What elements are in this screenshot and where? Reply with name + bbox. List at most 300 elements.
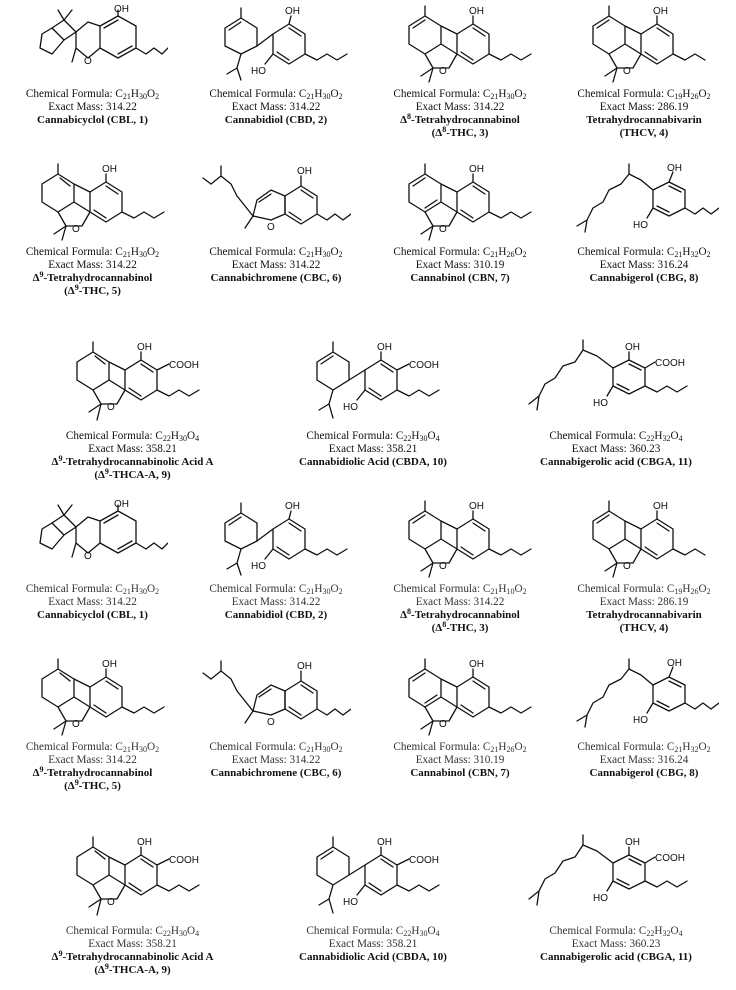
bond [473,28,485,36]
compound-abbrev: ($\Delta^9-THCA-A$, 9) [94,962,171,976]
formula: Chemical Formula: $C_{19}H_{26}O_2$ [577,88,711,101]
bond [229,517,241,525]
oh-label: OH [653,6,668,17]
isopropenyl [319,390,333,410]
compound-thcv [552,499,736,635]
cooh-label: COOH [655,358,685,369]
bond [109,362,125,370]
methyl [585,715,587,727]
pentyl-chain [122,212,164,218]
bond [461,547,473,555]
prenyl-chain [211,671,253,711]
oh-label: OH [285,501,300,512]
compound-cbda [258,338,488,469]
propyl-chain [673,549,705,555]
bond [60,673,70,681]
ring-chromene [253,685,285,715]
ring-aromatic [100,16,136,58]
bond [397,364,409,370]
ho-label: HO [593,398,608,409]
pentyl-chain [685,208,719,214]
ring-terpene [225,513,257,549]
formula: Chemical Formula: $C_{22}H_{32}O_4$ [549,925,683,938]
structure-thca-a [43,833,223,925]
bond [413,515,425,523]
pentyl-chain [397,390,439,396]
ring-pyran [76,22,100,58]
structure-cbda [283,833,463,925]
formula: Chemical Formula: $C_{21}H_{30}O_2$ [25,741,160,754]
ring-terpene [77,352,109,390]
ring-pyran [93,875,125,899]
formula: Chemical Formula: $C_{21}H_{30}O_2$ [209,741,343,754]
exact-mass: Exact Mass: 316.24 [599,259,689,271]
bond [277,52,289,60]
o-label: O [267,717,275,728]
ho-label: HO [343,402,358,413]
compound-abbrev: (THCV, 4) [619,127,669,139]
ring-chromene [253,190,285,220]
formula: Chemical Formula: $C_{21}H_{26}O_2$ [393,246,527,259]
pentyl-chain [489,212,531,218]
bond [381,364,393,372]
structure-d8-thc [385,499,535,583]
o-label: O [439,719,447,730]
bond [237,563,241,575]
o-label: O [106,402,115,413]
ring-terpene [317,352,349,390]
exact-mass: Exact Mass: 358.21 [328,443,418,455]
ring-aromatic-a [409,669,441,707]
bond [645,52,657,60]
o-label: O [439,224,447,235]
ring-aromatic [273,519,305,559]
compound-cbga [496,338,736,469]
compound-cbda [258,833,488,964]
bond [357,885,365,895]
o-label: O [83,56,92,67]
bond [106,681,118,689]
formula: Chemical Formula: $C_{22}H_{30}O_4$ [65,925,200,938]
exact-mass: Exact Mass: 314.22 [231,754,321,766]
methyl [64,505,72,515]
oh-label: OH [136,342,152,353]
compound-name: Cannabidiolic Acid (CBDA, 10) [299,456,447,468]
compound-abbrev: (THCV, 4) [619,622,669,634]
compound-cbl [0,4,185,127]
exact-mass: Exact Mass: 314.22 [231,596,321,608]
ring-aromatic [457,24,489,64]
exact-mass: Exact Mass: 358.21 [328,938,418,950]
ring-cyclopentane [40,28,64,54]
figure-panel-bottom [0,495,736,990]
ring-terpene [409,16,441,54]
structure-cbd [201,499,351,583]
bond [461,705,473,713]
compound-name: $\Delta^8$-Tetrahydrocannabinol [400,607,520,621]
pentyl-chain [489,54,531,60]
exact-mass: Exact Mass: 286.19 [599,101,689,113]
formula: Chemical Formula: $C_{21}H_{26}O_2$ [393,741,527,754]
bond [349,370,365,380]
structure-cbn [385,657,535,741]
o-label: O [439,561,447,572]
exact-mass: Exact Mass: 310.19 [415,259,505,271]
methyl [64,10,72,20]
oh-label: OH [469,6,484,17]
o-label: O [106,897,115,908]
ring-aromatic [613,855,645,889]
exact-mass: Exact Mass: 314.22 [48,596,137,608]
ring-aromatic [641,24,673,64]
compound-cbc [184,162,368,285]
formula: Chemical Formula: $C_{21}H_{30}O_2$ [209,583,343,596]
ring-pyran [425,697,457,721]
isopropenyl [227,549,241,569]
bond [645,362,655,368]
structure-cbda [283,338,463,430]
exact-mass: Exact Mass: 314.22 [415,101,505,113]
bond [321,356,333,364]
compound-d9-thc [0,657,185,793]
compound-name: Cannabidiolic Acid (CBDA, 10) [299,951,447,963]
bond [413,673,425,681]
bond [104,515,118,523]
bond [129,388,141,396]
pentyl-chain [157,390,199,396]
bond [289,212,301,220]
methyl [72,543,76,557]
bond [645,547,657,555]
o-label: O [439,66,447,77]
oh-label: OH [625,342,640,353]
exact-mass: Exact Mass: 314.22 [48,754,137,766]
oh-label: OH [667,658,682,669]
compound-name: Cannabichromene (CBC, 6) [210,272,342,284]
ring-pyran [425,202,457,226]
bond [257,529,273,541]
bond [607,386,613,396]
bond [461,210,473,218]
ring-aromatic [613,360,645,394]
bond [118,46,132,54]
ho-label: HO [251,66,266,77]
formula: Chemical Formula: $C_{22}H_{30}O_4$ [306,430,440,443]
ring-aromatic [90,677,122,717]
bond [381,859,393,867]
ring-aromatic [90,182,122,222]
bond [473,681,485,689]
bond [357,390,365,400]
isopropenyl [227,54,241,74]
bond [289,16,291,24]
exact-mass: Exact Mass: 316.24 [599,754,689,766]
ring-aromatic [365,855,397,895]
bond [157,364,169,370]
structure-thcv [569,4,719,88]
compound-d8-thc [368,4,552,140]
exact-mass: Exact Mass: 286.19 [599,596,689,608]
cooh-label: COOH [168,360,199,371]
o-label: O [623,66,631,77]
ho-label: HO [251,561,266,572]
bond [106,186,118,194]
bond [118,541,132,549]
bond [369,883,381,891]
bond [109,857,125,865]
compound-cbg [552,657,736,780]
compound-abbrev: ($\Delta^9-THCA-A$, 9) [94,467,171,481]
o-label: O [71,719,80,730]
ring-aromatic [457,677,489,717]
propyl-chain [673,54,705,60]
ho-label: HO [633,220,648,231]
bond [441,26,457,34]
formula: Chemical Formula: $C_{21}H_{30}O_2$ [25,88,160,101]
compound-name: Cannabicyclol (CBL, 1) [37,609,148,621]
bond [60,178,70,186]
ring-cyclobutane [52,20,76,40]
structure-d8-thc [385,4,535,88]
methyl [245,711,253,723]
bond [461,52,473,60]
bond [141,364,153,372]
compound-abbrev: ($\Delta^8$-THC, 3) [431,125,489,139]
o-label: O [267,222,275,233]
bond [157,859,169,865]
ring-aromatic [273,24,305,64]
oh-label: OH [297,661,312,672]
compound-cbd [184,499,368,622]
bond [329,899,333,913]
structure-cbg [569,657,719,741]
methyl [58,10,64,20]
pentyl-chain [489,707,531,713]
formula: Chemical Formula: $C_{21}H_{32}O_2$ [577,741,711,754]
compound-name: Cannabigerol (CBG, 8) [589,767,699,779]
prenyl-chain [211,176,253,216]
ring-aromatic [457,519,489,559]
cooh-label: COOH [168,855,199,866]
structure-cbn [385,162,535,246]
compound-cbga [496,833,736,964]
bond [597,515,609,523]
compound-name: Cannabidiol (CBD, 2) [224,114,328,126]
formula: Chemical Formula: $C_{22}H_{30}O_4$ [306,925,440,938]
oh-label: OH [469,164,484,175]
bond [441,184,457,192]
exact-mass: Exact Mass: 314.22 [231,101,321,113]
formula: Chemical Formula: $C_{22}H_{32}O_4$ [549,430,683,443]
bond [301,685,313,693]
ring-terpene [225,18,257,54]
pentyl-chain [645,881,687,887]
formula: Chemical Formula: $C_{21}H_{30}O_2$ [209,246,343,259]
compound-name: $\Delta^9$-Tetrahydrocannabinol [32,270,153,284]
exact-mass: Exact Mass: 360.23 [571,443,661,455]
compound-thca-a [0,833,265,977]
compound-name: $\Delta^9$-Tetrahydrocannabinol [32,765,153,779]
exact-mass: Exact Mass: 314.22 [415,596,505,608]
ring-aromatic [365,360,397,400]
bond [94,705,106,713]
pentyl-chain [489,549,531,555]
geranyl-chain [529,845,613,899]
methyl [58,505,64,515]
oh-label: OH [101,164,117,175]
pentyl-chain [122,707,164,713]
ring-aromatic [125,360,157,400]
formula: Chemical Formula: $C_{19}H_{26}O_2$ [577,583,711,596]
bond [645,857,655,863]
isopropenyl [319,885,333,905]
pentyl-chain [317,214,351,220]
bond [104,20,118,28]
bond [289,707,301,715]
pentyl-chain [305,54,347,60]
compound-name: Cannabinol (CBN, 7) [410,272,510,284]
o-label: O [623,561,631,572]
bond [625,26,641,34]
formula: Chemical Formula: $C_{21}H_{32}O_2$ [577,246,711,259]
compound-cbn [368,657,552,780]
exact-mass: Exact Mass: 314.22 [48,259,137,271]
bond [657,523,669,531]
bond [329,404,333,418]
bond [265,549,273,559]
pentyl-chain [397,885,439,891]
ring-pyran [609,44,641,68]
oh-label: OH [101,659,117,670]
bond [74,679,90,687]
pentyl-chain [157,885,199,891]
structure-cbc [201,162,351,246]
oh-label: OH [113,499,129,510]
methyl [203,178,211,184]
ring-cyclobutane [52,515,76,535]
cooh-label: COOH [409,855,439,866]
formula: Chemical Formula: $C_{21}H_{30}O_2$ [25,246,160,259]
compound-name: $\Delta^9$-Tetrahydrocannabinolic Acid A [51,949,214,963]
ring-aromatic-a [409,174,441,212]
bond [425,695,437,703]
structure-cbga [521,833,711,925]
methyl [245,216,253,228]
ring-terpene [317,847,349,885]
ring-terpene [593,16,625,54]
compound-name: Cannabigerol (CBG, 8) [589,272,699,284]
ring-terpene [409,511,441,549]
oh-label: OH [377,342,392,353]
compound-name: Tetrahydrocannabivarin [586,609,702,621]
pentyl-chain [136,543,168,549]
compound-abbrev: ($\Delta^9$-THC, 5) [64,778,121,792]
bond [277,547,289,555]
structure-cbd [201,4,351,88]
formula: Chemical Formula: $C_{21}H_{30}O_2$ [209,88,343,101]
oh-label: OH [469,659,484,670]
ring-terpene [42,174,74,212]
compound-name: $\Delta^9$-Tetrahydrocannabinolic Acid A [51,454,214,468]
compound-d9-thc [0,162,185,298]
ring-aromatic [653,677,685,711]
methyl [203,673,211,679]
compound-d8-thc [368,499,552,635]
bond [141,859,153,867]
compound-abbrev: ($\Delta^8$-THC, 3) [431,620,489,634]
o-label: O [83,551,92,562]
ring-aromatic [285,186,317,224]
bond [413,178,425,186]
ring-aromatic [125,855,157,895]
bond [74,184,90,192]
ho-label: HO [593,893,608,904]
bond [607,881,613,891]
bond [647,703,653,713]
structure-cbg [569,162,719,246]
pentyl-chain [645,386,687,392]
bond [473,523,485,531]
pentyl-chain [317,709,351,715]
geranyl-chain [577,669,653,721]
exact-mass: Exact Mass: 310.19 [415,754,505,766]
compound-name: Tetrahydrocannabivarin [586,114,702,126]
bond [369,388,381,396]
cooh-label: COOH [409,360,439,371]
ring-aromatic [285,681,317,719]
ho-label: HO [343,897,358,908]
oh-label: OH [297,166,312,177]
compound-name: $\Delta^8$-Tetrahydrocannabinol [400,112,520,126]
ring-pyran [425,44,457,68]
ring-pyran [58,202,90,226]
bond [597,20,609,28]
formula: Chemical Formula: $C_{21}H_{10}O_2$ [393,583,527,596]
compound-cbn [368,162,552,285]
compound-thca-a [0,338,265,482]
bond [425,200,437,208]
pentyl-chain [685,703,719,709]
bond [95,851,105,859]
pentyl-chain [305,549,347,555]
bond [321,851,333,859]
formula: Chemical Formula: $C_{21}H_{30}O_2$ [25,583,160,596]
ring-aromatic [641,519,673,559]
geranyl-chain [577,174,653,226]
ring-pyran [609,539,641,563]
ring-pyran [425,539,457,563]
compound-cbd [184,4,368,127]
ring-aromatic [100,511,136,553]
ho-label: HO [633,715,648,726]
compound-name: Cannabigerolic acid (CBGA, 11) [540,951,692,963]
bond [441,521,457,529]
ring-aromatic [653,182,685,216]
bond [657,28,669,36]
geranyl-chain [529,350,613,404]
structure-cbc [201,657,351,741]
compound-name: Cannabidiol (CBD, 2) [224,609,328,621]
pentyl-chain [136,48,168,54]
oh-label: OH [469,501,484,512]
structure-d9-thc [18,162,168,246]
oh-label: OH [653,501,668,512]
exact-mass: Exact Mass: 358.21 [88,443,177,455]
exact-mass: Exact Mass: 314.22 [48,101,137,113]
structure-cbl [18,4,168,88]
bond [289,511,291,519]
oh-label: OH [625,837,640,848]
